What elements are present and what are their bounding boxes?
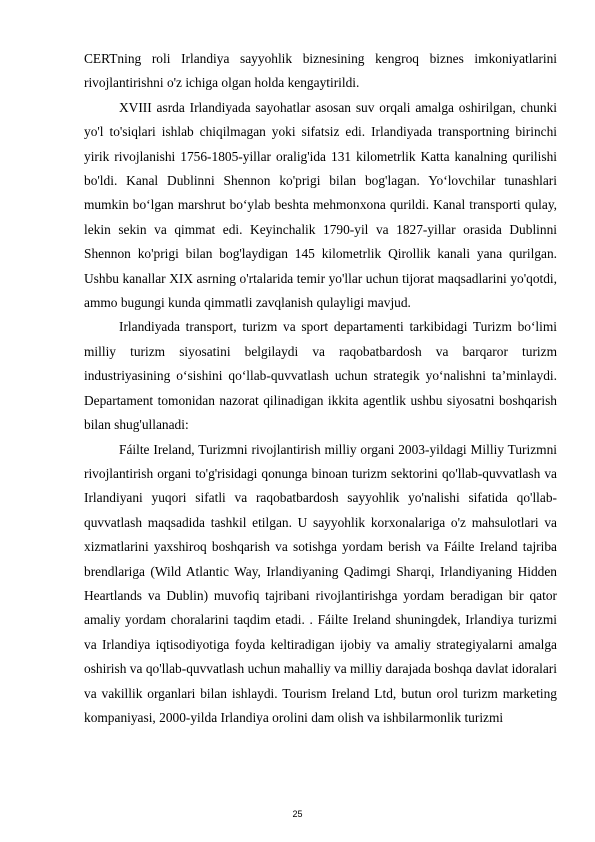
paragraph-4: Fáilte Ireland, Turizmni rivojlantirish milliy organi 2003-yildagi Milliy Turizmni rivojlantirish organi to'g'risidagi qonunga binoan turizm sektorini qo'llab-quvvatlash va Irlandiyani yuqori sifatli va raqobatbardosh sayyohlik yo'nalishi sifatida qo'llab-quvvatlash maqsadida tashkil etilgan. U sayyohlik korxonalariga o'z mahsulotlari va xizmatlarini yaxshiroq boshqarish va sotishga yordam berish va Fáilte Ireland tajriba brendlariga (Wild Atlantic Way, Irlandiyaning Qadimgi Sharqi, Irlandiyaning Hidden Heartlands va Dublin) muvofiq tajribani rivojlantirishga yordam beradigan bir qator amaliy yordam choralarini taqdim etadi. . Fáilte Ireland shuningdek, Irlandiya turizmi va Irlandiya iqtisodiyotiga foyda keltiradigan ijobiy va amaliy strategiyalarni amalga oshirish va qo'llab-quvvatlash uchun mahalliy va milliy darajada boshqa davlat idoralari va vakillik organlari bilan ishlaydi. Tourism Ireland Ltd, butun orol turizm marketing kompaniyasi, 2000-yilda Irlandiya orolini dam olish va ishbilarmonlik turizmi	[84, 441, 557, 725]
paragraph-1: CERTning roli Irlandiya sayyohlik biznesining kengroq biznes imkoniyatlarini rivojlantirishni o'z ichiga olgan holda kengaytirildi.	[84, 51, 557, 91]
paragraph-3: Irlandiyada transport, turizm va sport departamenti tarkibidagi Turizm bo‘limi milliy turizm siyosatini belgilaydi va raqobatbardosh va barqaror turizm industriyasining o‘sishini qo‘llab-quvvatlash uchun strategik yo‘nalishni ta’minlaydi. Departament tomonidan nazorat qilinadigan ikkita agentlik ushbu siyosatni boshqarish bilan shug'ullanadi:	[84, 319, 557, 433]
page-number: 25	[292, 809, 303, 819]
paragraph-2: XVIII asrda Irlandiyada sayohatlar asosan suv orqali amalga oshirilgan, chunki yo'l to'siqlari ishlab chiqilmagan yoki sifatsiz edi. Irlandiyada transportning birinchi yirik rivojlanishi 1756-1805-yillar oralig'ida 131 kilometrlik Katta kanalning qurilishi bo'ldi. Kanal Dublinni Shennon ko'prigi bilan bog'lagan. Yo‘lovchilar tunashlari mumkin bo‘lgan marshrut bo‘ylab beshta mehmonxona qurildi. Kanal transporti qulay, lekin sekin va qimmat edi. Keyinchalik 1790-yil va 1827-yillar orasida Dublinni Shennon ko'prigi bilan bog'laydigan 145 kilometrlik Qirollik kanali yana qurilgan. Ushbu kanallar XIX asrning o'rtalarida temir yo'llar uchun tijorat maqsadlarini yo'qotdi, ammo bugungi kunda qimmatli zavqlanish qulayligi mavjud.	[84, 99, 557, 311]
